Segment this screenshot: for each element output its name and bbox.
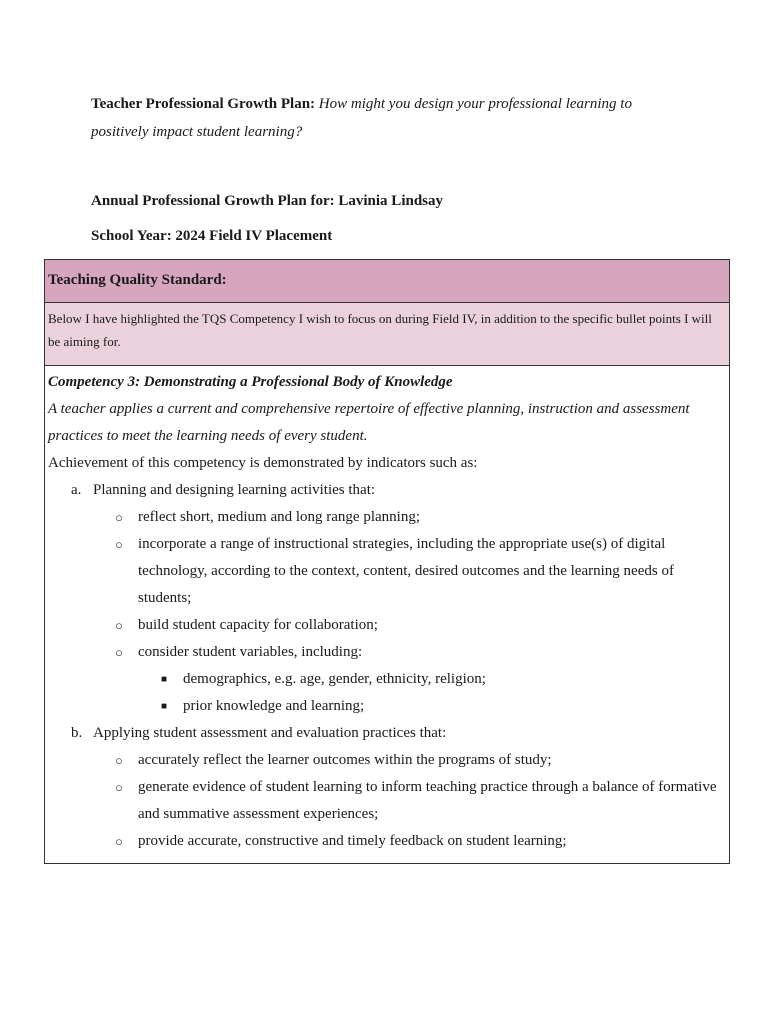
list-item [48,774,726,828]
list-item [48,531,726,612]
circle-bullet-icon: ○ [115,618,123,633]
list-item [48,747,726,774]
square-bullet-icon: ■ [161,701,168,712]
tqs-note: Below I have highlighted the TQS Competency I wish to focus on during Field IV, in addition to the specific bullet points I will be aiming for. [45,303,729,366]
list-item-label: provide accurate, constructive and timely feedback on student learning; [138,833,567,849]
competency-title: Competency 3: Demonstrating a Professional Body of Knowledge [48,374,453,390]
list-item [48,720,726,747]
competency-description: A teacher applies a current and comprehensive repertoire of effective planning, instruction and assessment practices to meet the learning needs of every student. [48,401,690,444]
list-item-label: incorporate a range of instructional strategies, including the appropriate use(s) of digital technology, according to the context, content, desired outcomes and the learning needs of students; [138,536,674,606]
circle-bullet-icon: ○ [115,753,123,768]
school-year: School Year: 2024 Field IV Placement [91,228,333,244]
list-marker: a. [71,482,82,498]
competency-cell [45,366,729,863]
circle-bullet-icon: ○ [115,645,123,660]
list-item [48,612,726,639]
list-item-label: build student capacity for collaboration; [138,617,378,633]
square-bullet-icon: ■ [161,674,168,685]
document-title [91,90,691,146]
circle-bullet-icon: ○ [115,537,123,552]
list-item-label: Applying student assessment and evaluation practices that: [93,725,447,741]
list-item-label: generate evidence of student learning to inform teaching practice through a balance of formative and summative assessment experiences; [138,779,717,822]
list-item [48,477,726,504]
title-label: Teacher Professional Growth Plan: [91,96,316,112]
circle-bullet-icon: ○ [115,780,123,795]
list-item [48,828,726,855]
list-item-label: demographics, e.g. age, gender, ethnicity, religion; [183,671,486,687]
list-item [48,639,726,666]
list-item-label: reflect short, medium and long range planning; [138,509,421,525]
list-item [48,666,726,693]
list-item [48,693,726,720]
indicators-intro: Achievement of this competency is demonstrated by indicators such as: [48,455,478,471]
list-item-label: consider student variables, including: [138,644,363,660]
list-item-label: Planning and designing learning activities that: [93,482,376,498]
list-item-label: prior knowledge and learning; [183,698,365,714]
title-question: How might you design your professional learning to positively impact student learning? [91,96,632,140]
list-item-label: accurately reflect the learner outcomes within the programs of study; [138,752,552,768]
list-item [48,504,726,531]
circle-bullet-icon: ○ [115,834,123,849]
tqs-table [44,259,730,864]
circle-bullet-icon: ○ [115,510,123,525]
list-marker: b. [71,725,83,741]
tqs-header: Teaching Quality Standard: [45,260,729,303]
plan-owner: Annual Professional Growth Plan for: Lavinia Lindsay [91,193,444,209]
